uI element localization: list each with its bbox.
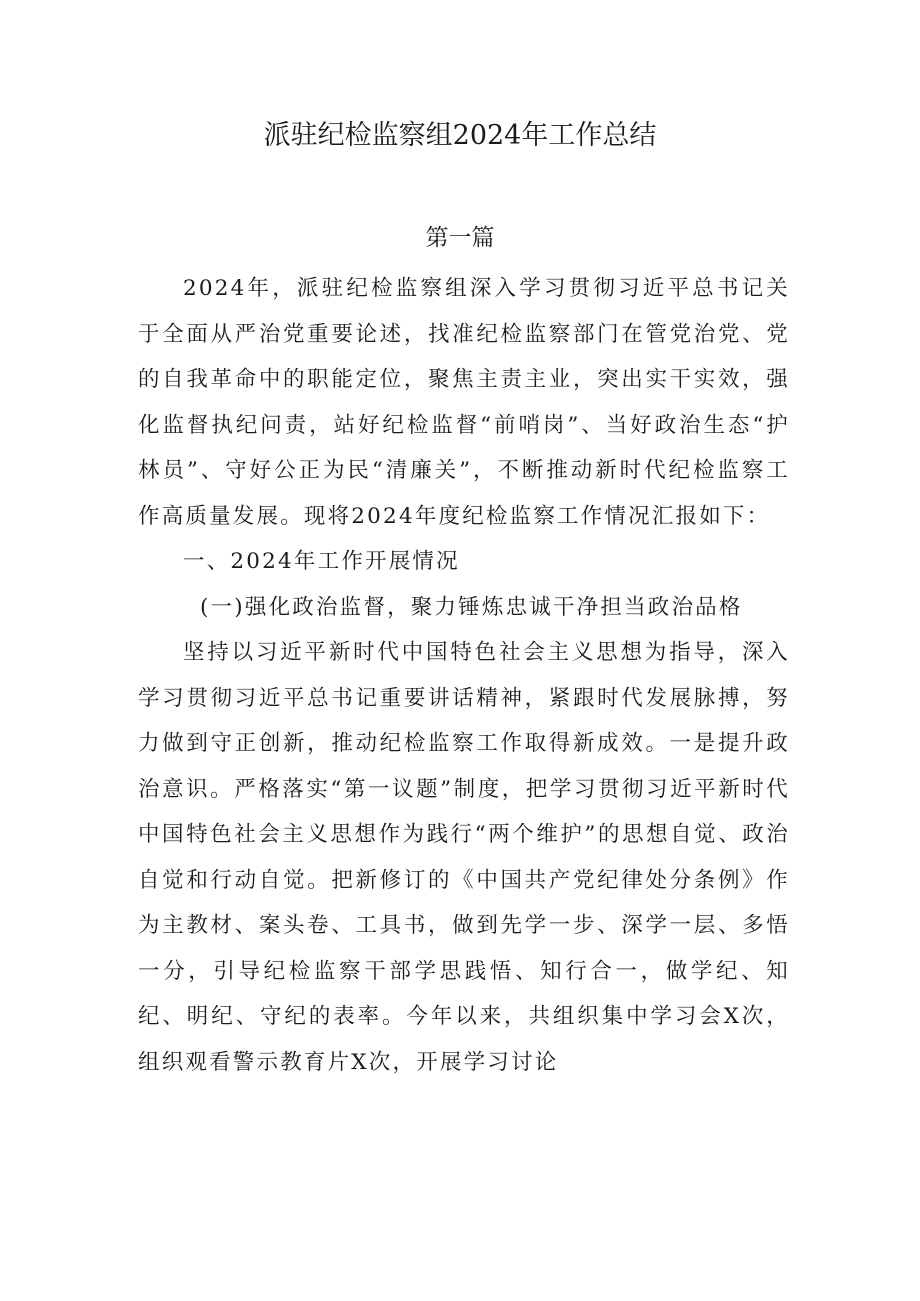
heading-level-1: 一、2024年工作开展情况 <box>183 549 460 574</box>
document-title: 派驻纪检监察组2024年工作总结 <box>263 120 657 151</box>
section-heading: 第一篇 <box>425 225 495 251</box>
intro-paragraph: 2024年，派驻纪检监察组深入学习贯彻习近平总书记关于全面从严治党重要论述，找准纪检监察部门在管党治党、党的自我革命中的职能定位，聚焦主责主业，突出实干实效，强化监督执纪问责，站好纪检监督“前哨岗”、当好政治生态“护林员”、守好公正为民“清廉关”，不断推动新时代纪检监察工作高质量发展。现将2024年度纪检监察工作情况汇报如下： <box>138 276 790 529</box>
document-body <box>138 266 790 1085</box>
body-paragraph: 坚持以习近平新时代中国特色社会主义思想为指导，深入学习贯彻习近平总书记重要讲话精神，紧跟时代发展脉搏，努力做到守正创新，推动纪检监察工作取得新成效。一是提升政治意识。严格落实“第一议题”制度，把学习贯彻习近平新时代中国特色社会主义思想作为践行“两个维护”的思想自觉、政治自觉和行动自觉。把新修订的《中国共产党纪律处分条例》作为主教材、案头卷、工具书，做到先学一步、深学一层、多悟一分，引导纪检监察干部学思践悟、知行合一，做学纪、知纪、明纪、守纪的表率。今年以来，共组织集中学习会X次，组织观看警示教育片X次，开展学习讨论 <box>138 640 790 1075</box>
heading-level-2: (一)强化政治监督，聚力锤炼忠诚干净担当政治品格 <box>200 594 743 620</box>
